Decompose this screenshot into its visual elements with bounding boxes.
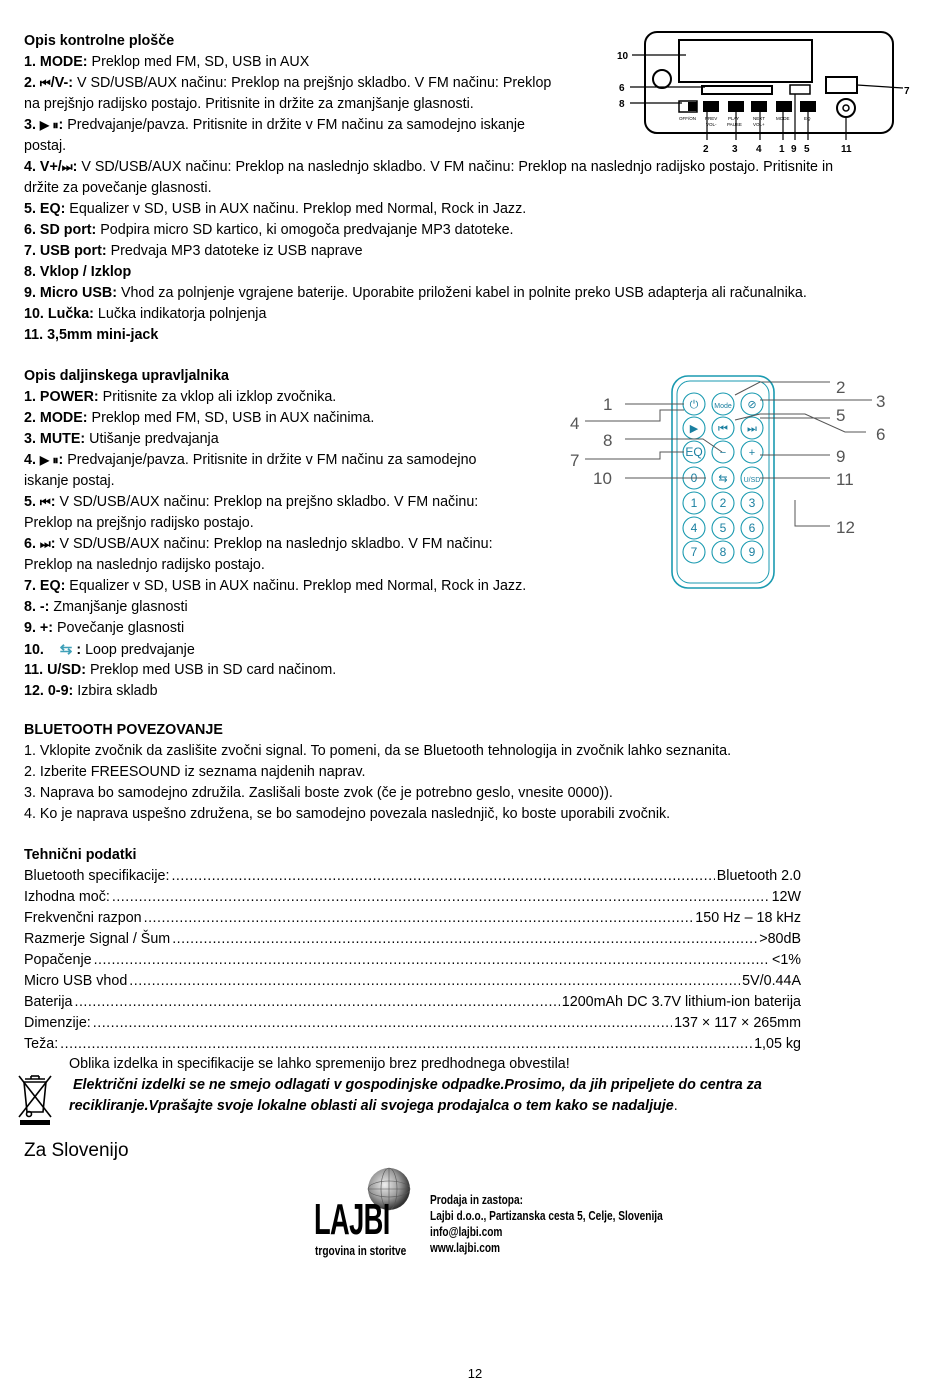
loop-key-icon — [712, 467, 734, 489]
digit-key — [683, 492, 705, 514]
spec-row — [24, 950, 801, 971]
remote-item — [24, 534, 493, 555]
item-text: V SD/USB/AUX načinu: Preklop na prejšno skladbo. V FM načinu: — [55, 494, 479, 510]
digit-key — [741, 541, 763, 563]
panel-item — [24, 220, 514, 241]
digit-key — [712, 517, 734, 539]
item-key: V+/ — [39, 159, 62, 175]
spec-label: Dimenzije: — [24, 1015, 91, 1031]
remote-callout: 5 — [836, 406, 846, 425]
mode-key — [712, 393, 734, 415]
remote-callout: 8 — [603, 431, 613, 450]
item-text: V SD/USB/AUX načinu: Preklop na naslednjo skladbo. V FM načinu: Preklop na naslednjo radijsko postajo. Pritisnite in — [77, 159, 834, 175]
panel-callout: 1 — [779, 144, 785, 155]
lajbi-logo — [312, 1166, 424, 1266]
svg-text:4: 4 — [690, 521, 698, 535]
weee-bin-icon — [16, 1073, 54, 1127]
panel-callout: 10 — [617, 51, 629, 62]
item-text: Izbira skladb — [73, 683, 158, 699]
spec-row — [24, 1034, 801, 1055]
item-key: : — [58, 117, 64, 133]
spec-row — [24, 887, 801, 908]
remote-item — [24, 450, 476, 471]
item-number: 5. — [24, 494, 40, 510]
item-text: Utišanje predvajanja — [85, 431, 219, 447]
item-number: 8. — [24, 264, 40, 280]
item-key: POWER: — [39, 389, 99, 405]
item-number: 5. — [24, 201, 40, 217]
item-number: 11. — [24, 327, 48, 343]
item-key: -: — [39, 599, 50, 615]
page-number: 12 — [467, 1366, 483, 1381]
item-number: 10. — [24, 306, 48, 322]
item-number: 3. — [24, 431, 40, 447]
item-number: 2. — [24, 410, 40, 426]
spec-row — [24, 929, 801, 950]
bluetooth-step-4: 4. Ko je naprava uspešno združena, se bo samodejno povezala naslednjič, ko boste uporabili zvočnik. — [24, 806, 671, 822]
svg-text:1: 1 — [690, 496, 698, 510]
svg-text:8: 8 — [719, 545, 727, 559]
spec-label: Frekvenčni razpon — [24, 910, 142, 926]
item-key: : — [50, 536, 56, 552]
panel-callout: 7 — [904, 86, 910, 97]
spec-leader-dots — [144, 908, 694, 929]
panel-title: Opis kontrolne plošče — [24, 33, 175, 49]
digit-key — [712, 492, 734, 514]
item-key: +: — [39, 620, 54, 636]
svg-text:⏮: ⏮ — [718, 423, 728, 435]
panel-item — [24, 136, 66, 157]
digit-key — [712, 541, 734, 563]
item-text: Predvaja MP3 datoteke iz USB naprave — [106, 243, 363, 259]
eq-key — [683, 441, 705, 463]
spec-row — [24, 908, 801, 929]
item-number: 11. — [24, 662, 48, 678]
country-heading: Za Slovenijo — [24, 1140, 129, 1161]
next-icon: ⏭ — [61, 160, 73, 174]
item-number: 9. — [24, 285, 40, 301]
item-number: 4. — [24, 452, 40, 468]
remote-item — [24, 618, 184, 639]
remote-item — [24, 660, 336, 681]
remote-callout: 12 — [836, 518, 855, 537]
remote-item — [24, 555, 265, 576]
panel-callout: 11 — [841, 144, 852, 155]
item-key: Vklop / Izklop — [39, 264, 132, 280]
spec-leader-dots — [94, 950, 770, 971]
spec-leader-dots — [60, 1034, 752, 1055]
item-key: 3,5mm mini-jack — [47, 327, 159, 343]
panel-callout: 3 — [732, 144, 738, 155]
item-number: 8. — [24, 599, 40, 615]
svg-text:PREV: PREV — [705, 116, 718, 121]
svg-text:PAUSE: PAUSE — [727, 122, 742, 127]
vol-down-key-icon — [712, 441, 734, 463]
item-key: : — [58, 452, 64, 468]
previous-icon: ⏮ — [39, 495, 51, 509]
spec-leader-dots — [172, 929, 757, 950]
spec-label: Izhodna moč: — [24, 889, 110, 905]
item-text: Zmanjšanje glasnosti — [49, 599, 188, 615]
spec-value: 1,05 kg — [754, 1036, 801, 1052]
vendor-web: www.lajbi.com — [430, 1240, 501, 1255]
remote-item — [24, 408, 374, 429]
svg-text:⊘: ⊘ — [747, 399, 757, 411]
bluetooth-title: BLUETOOTH POVEZOVANJE — [24, 722, 223, 738]
spec-leader-dots — [74, 992, 559, 1013]
svg-text:U/SD: U/SD — [743, 477, 761, 484]
item-text: Lučka indikatorja polnjenja — [93, 306, 267, 322]
prev-key-icon — [712, 417, 734, 439]
panel-item — [24, 325, 158, 346]
item-key: : — [76, 642, 82, 658]
digit-key — [741, 517, 763, 539]
panel-item — [24, 52, 309, 73]
panel-item — [24, 199, 526, 220]
remote-item — [24, 597, 188, 618]
panel-callout: 8 — [619, 99, 625, 110]
bluetooth-step-3: 3. Naprava bo samodejno združila. Zaslišali boste zvok (če je potrebno geslo, vnesite 0000)). — [24, 785, 613, 801]
remote-item — [24, 576, 526, 597]
svg-text:7: 7 — [690, 545, 698, 559]
item-text: Predvajanje/pavza. Pritisnite in držite v FM načinu za samodejno iskanje — [63, 117, 525, 133]
item-number: 3. — [24, 117, 40, 133]
spec-value: 12W — [771, 889, 801, 905]
digit-key — [683, 541, 705, 563]
item-key: MUTE: — [39, 431, 86, 447]
item-number: 9. — [24, 620, 40, 636]
item-number: 2. — [24, 75, 40, 91]
svg-text:0: 0 — [690, 471, 698, 485]
panel-item — [24, 115, 525, 136]
spec-label: Baterija — [24, 994, 73, 1010]
spec-label: Micro USB vhod — [24, 973, 128, 989]
item-text: na prejšnjo radijsko postajo. Pritisnite in držite za zmanjšanje glasnosti. — [24, 96, 474, 112]
digit-key — [683, 517, 705, 539]
panel-callout: 5 — [804, 144, 810, 155]
spec-value: Bluetooth 2.0 — [716, 868, 801, 884]
play-pause-key-icon — [683, 417, 705, 439]
spec-row — [24, 866, 801, 887]
item-key: /V-: — [50, 75, 73, 91]
remote-callout: 3 — [876, 392, 886, 411]
svg-text:⏻: ⏻ — [689, 399, 699, 411]
item-number: 10. — [24, 642, 48, 658]
notice-disposal-1: Električni izdelki se ne smejo odlagati v gospodinjske odpadke.Prosimo, da jih pripeljete do centra za — [73, 1077, 762, 1093]
play-pause-icon: ▶ ⏸ — [39, 453, 59, 467]
svg-text:3: 3 — [748, 496, 756, 510]
svg-text:VOL-: VOL- — [706, 122, 717, 127]
spec-leader-dots — [112, 887, 770, 908]
svg-text:Mode: Mode — [714, 403, 732, 410]
vendor-email: info@lajbi.com — [430, 1224, 503, 1239]
digit-key — [741, 492, 763, 514]
panel-callout: 2 — [703, 144, 709, 155]
item-number: 7. — [24, 578, 40, 594]
item-text: Preklop med USB in SD card načinom. — [85, 662, 337, 678]
spec-value: 150 Hz – 18 kHz — [695, 910, 801, 926]
remote-diagram — [560, 372, 900, 594]
item-number: 7. — [24, 243, 40, 259]
svg-text:EQ: EQ — [685, 445, 703, 459]
spec-label: Razmerje Signal / Šum — [24, 931, 171, 947]
item-key: EQ: — [39, 201, 66, 217]
item-text: Equalizer v SD, USB in AUX načinu. Preklop med Normal, Rock in Jazz. — [65, 201, 527, 217]
remote-item — [24, 429, 219, 450]
svg-text:VOL+: VOL+ — [753, 122, 765, 127]
svg-text:OFF/ON: OFF/ON — [679, 116, 696, 121]
panel-callout: 4 — [756, 144, 762, 155]
svg-text:▶: ▶ — [689, 423, 699, 435]
spec-value: <1% — [771, 952, 801, 968]
spec-leader-dots — [129, 971, 740, 992]
svg-text:PLAY: PLAY — [728, 116, 740, 121]
item-number: 1. — [24, 389, 40, 405]
item-key: Lučka: — [47, 306, 94, 322]
logo-tagline: trgovina in storitve — [315, 1243, 407, 1258]
item-key: USB port: — [39, 243, 107, 259]
spec-row — [24, 992, 801, 1013]
bluetooth-step-2: 2. Izberite FREESOUND iz seznama najdenih naprav. — [24, 764, 366, 780]
vol-up-key-icon — [741, 441, 763, 463]
remote-item — [24, 513, 254, 534]
remote-callout: 10 — [593, 469, 612, 488]
remote-title: Opis daljinskega upravljalnika — [24, 368, 230, 384]
spec-row — [24, 1013, 801, 1034]
remote-callout: 7 — [570, 451, 580, 470]
item-text: iskanje postaj. — [24, 473, 115, 489]
spec-value: 5V/0.44A — [742, 973, 801, 989]
vendor-heading: Prodaja in zastopa: — [430, 1192, 523, 1207]
next-key-icon — [741, 417, 763, 439]
spec-label: Teža: — [24, 1036, 59, 1052]
spec-row — [24, 971, 801, 992]
item-text: Preklop na prejšnjo radijsko postajo. — [24, 515, 254, 531]
item-text: V SD/USB/AUX načinu: Preklop na naslednjo skladbo. V FM načinu: — [55, 536, 493, 552]
specs-title: Tehnični podatki — [24, 847, 137, 863]
panel-callout: 9 — [791, 144, 797, 155]
remote-item — [24, 681, 158, 702]
item-text: Preklop med FM, SD, USB in AUX — [87, 54, 310, 70]
panel-item — [24, 73, 551, 94]
remote-callout: 11 — [836, 470, 854, 489]
item-text: Equalizer v SD, USB in AUX načinu. Preklop med Normal, Rock in Jazz. — [65, 578, 527, 594]
item-number: 6. — [24, 222, 40, 238]
remote-callout: 1 — [603, 395, 613, 414]
remote-item — [24, 639, 195, 661]
bluetooth-step-1: 1. Vklopite zvočnik da zaslišite zvočni signal. To pomeni, da se Bluetooth tehnologija in zvočnik lahko seznanita. — [24, 743, 732, 759]
remote-callout: 2 — [836, 378, 846, 397]
item-text: postaj. — [24, 138, 67, 154]
spec-value: >80dB — [759, 931, 801, 947]
item-number: 4. — [24, 159, 40, 175]
remote-item — [24, 387, 336, 408]
spec-leader-dots — [171, 866, 714, 887]
power-key-icon — [683, 393, 705, 415]
remote-callout: 9 — [836, 447, 846, 466]
item-text: Pritisnite za vklop ali izklop zvočnika. — [98, 389, 337, 405]
item-key: MODE: — [39, 410, 88, 426]
svg-text:5: 5 — [719, 521, 727, 535]
spec-label: Bluetooth specifikacije: — [24, 868, 170, 884]
remote-item — [24, 471, 115, 492]
play-pause-icon: ▶ ⏸ — [39, 118, 59, 132]
svg-text:+: + — [748, 447, 756, 459]
panel-item — [24, 178, 212, 199]
mute-key-icon — [741, 393, 763, 415]
item-text: Podpira micro SD kartico, ki omogoča predvajanje MP3 datoteke. — [96, 222, 514, 238]
item-text: V SD/USB/AUX načinu: Preklop na prejšnjo skladbo. V FM načinu: Preklop — [72, 75, 552, 91]
item-text: Preklop med FM, SD, USB in AUX načinima. — [87, 410, 375, 426]
item-key: SD port: — [39, 222, 97, 238]
item-text: držite za povečanje glasnosti. — [24, 180, 212, 196]
svg-text:6: 6 — [748, 521, 756, 535]
svg-text:−: − — [719, 447, 727, 459]
item-number: 6. — [24, 536, 40, 552]
notice-disposal-2: recikliranje.Vprašajte svoje lokalne oblasti ali svojega prodajalca o tem kako se nadaljuje. — [69, 1098, 678, 1114]
remote-callout: 6 — [876, 425, 886, 444]
next-icon: ⏭ — [39, 537, 51, 551]
control-panel-diagram — [612, 28, 922, 158]
item-key: MODE: — [39, 54, 88, 70]
item-text: Predvajanje/pavza. Pritisnite in držite v FM načinu za samodejno — [63, 452, 477, 468]
previous-icon: ⏮ — [39, 76, 51, 90]
item-key: : — [50, 494, 56, 510]
panel-item — [24, 304, 266, 325]
svg-text:MODE: MODE — [776, 116, 790, 121]
remote-item — [24, 492, 478, 513]
svg-text:2: 2 — [719, 496, 727, 510]
item-key: : — [72, 159, 78, 175]
spec-value: 137 × 117 × 265mm — [674, 1015, 801, 1031]
item-number: 12. — [24, 683, 48, 699]
item-text: Loop predvajanje — [81, 642, 195, 658]
panel-item — [24, 94, 474, 115]
spec-leader-dots — [93, 1013, 672, 1034]
spec-label: Popačenje — [24, 952, 92, 968]
svg-text:⇆: ⇆ — [718, 473, 728, 485]
item-text: Povečanje glasnosti — [53, 620, 185, 636]
item-key: Micro USB: — [39, 285, 117, 301]
item-key: EQ: — [39, 578, 66, 594]
logo-name: LAJBI — [314, 1195, 390, 1244]
vendor-address: Lajbi d.o.o., Partizanska cesta 5, Celje, Slovenija — [430, 1208, 663, 1223]
item-key: 0-9: — [47, 683, 74, 699]
svg-text:⏭: ⏭ — [747, 423, 757, 435]
svg-text:9: 9 — [748, 545, 756, 559]
item-number: 1. — [24, 54, 40, 70]
panel-item — [24, 283, 807, 304]
item-text: Preklop na naslednjo radijsko postajo. — [24, 557, 265, 573]
remote-callout: 4 — [570, 414, 580, 433]
item-key: U/SD: — [47, 662, 86, 678]
vendor-info — [430, 1192, 663, 1256]
loop-icon: ⇆ — [59, 641, 73, 658]
usd-key — [741, 467, 763, 489]
panel-callout: 6 — [619, 83, 625, 94]
panel-item — [24, 262, 131, 283]
spec-value: 1200mAh DC 3.7V lithium-ion baterija — [561, 994, 801, 1010]
svg-text:NEXT: NEXT — [753, 116, 766, 121]
item-text: Vhod za polnjenje vgrajene baterije. Uporabite priloženi kabel in polnite preko USB adapterja ali računalnika. — [116, 285, 807, 301]
panel-item — [24, 241, 363, 262]
notice-change: Oblika izdelka in specifikacije se lahko spremenijo brez predhodnega obvestila! — [69, 1056, 570, 1072]
svg-text:EQ: EQ — [804, 116, 811, 121]
panel-item — [24, 157, 833, 178]
